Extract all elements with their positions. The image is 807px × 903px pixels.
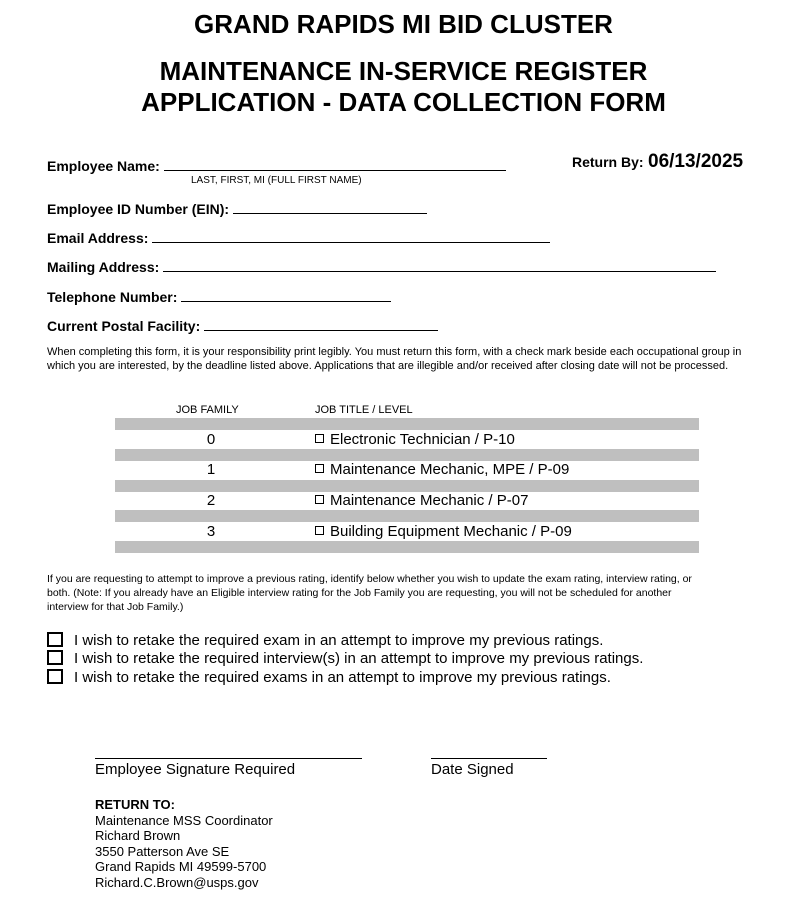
return-to-line: Grand Rapids MI 49599-5700 [95, 859, 267, 874]
email-row [47, 229, 550, 246]
job-title-row-3[interactable] [315, 523, 572, 540]
job-checkbox-icon[interactable] [315, 526, 324, 535]
job-checkbox-icon[interactable] [315, 434, 324, 443]
return-to-line: 3550 Patterson Ave SE [95, 843, 230, 859]
return-by-label: Return By: [572, 154, 644, 170]
table-stripe [115, 449, 699, 461]
email-line[interactable] [152, 229, 550, 243]
table-stripe [115, 541, 699, 553]
col-job-title: JOB TITLE / LEVEL [315, 404, 413, 416]
job-title-2: Maintenance Mechanic / P-07 [330, 492, 529, 509]
employee-name-line[interactable] [164, 157, 506, 171]
mailing-row [47, 258, 716, 275]
retake-note: If you are requesting to attempt to improve a previous rating, identify below whether you wish to update the exam rating, interview rating, or both. (Note: If you already have an Eligible interview rating for the Job Family you are requesting, you will not be scheduled for another interview for that Job Family.) [47, 573, 692, 613]
job-checkbox-icon[interactable] [315, 495, 324, 504]
email-label: Email Address: [47, 230, 149, 246]
telephone-line[interactable] [181, 288, 391, 302]
instructions-text: When completing this form, it is your responsibility print legibly. You must return this form, with a check mark beside each occupational group in which you are interested, by the deadline listed above. Applications that are illegible and/or received after closing date will not be processed. [47, 346, 742, 372]
return-by-date: 06/13/2025 [648, 151, 744, 172]
mailing-label: Mailing Address: [47, 259, 160, 275]
form-subtitle-line1: MAINTENANCE IN-SERVICE REGISTER [159, 56, 648, 86]
return-to-line: Richard Brown [95, 828, 181, 843]
job-family-3: 3 [206, 523, 216, 540]
retake-exam-checkbox[interactable] [47, 632, 63, 647]
form-subtitle [0, 56, 807, 118]
retake-interview-label: I wish to retake the required interview(s) in an attempt to improve my previous ratings. [74, 650, 644, 667]
retake-exam-label: I wish to retake the required exam in an attempt to improve my previous ratings. [74, 632, 604, 649]
employee-name-hint: LAST, FIRST, MI (FULL FIRST NAME) [191, 175, 362, 186]
job-family-0: 0 [206, 431, 216, 448]
return-to-heading: RETURN TO: [95, 797, 175, 812]
telephone-label: Telephone Number: [47, 289, 178, 305]
signature-line[interactable] [95, 758, 362, 759]
mailing-line[interactable] [163, 258, 716, 272]
date-label: Date Signed [431, 761, 514, 778]
employee-name-label: Employee Name: [47, 158, 160, 174]
ein-line[interactable] [233, 200, 427, 214]
table-stripe [115, 480, 699, 492]
job-title-row-0[interactable] [315, 431, 515, 448]
return-to-email[interactable]: Richard.C.Brown@usps.gov [95, 874, 259, 890]
retake-interview-checkbox[interactable] [47, 650, 63, 665]
return-to-block [95, 797, 273, 890]
job-title-row-2[interactable] [315, 492, 528, 509]
ein-row [47, 200, 427, 217]
date-line[interactable] [431, 758, 547, 759]
telephone-row [47, 288, 391, 305]
retake-exams-label: I wish to retake the required exams in an attempt to improve my previous ratings. [74, 669, 611, 686]
job-title-3: Building Equipment Mechanic / P-09 [330, 523, 572, 540]
ein-label: Employee ID Number (EIN): [47, 201, 230, 217]
job-checkbox-icon[interactable] [315, 464, 324, 473]
signature-label: Employee Signature Required [95, 761, 296, 778]
job-title-row-1[interactable] [315, 461, 569, 478]
col-job-family: JOB FAMILY [176, 404, 239, 416]
form-subtitle-line2: APPLICATION - DATA COLLECTION FORM [141, 87, 666, 117]
postal-facility-line[interactable] [204, 317, 438, 331]
job-title-0: Electronic Technician / P-10 [330, 431, 515, 448]
return-by [572, 151, 743, 173]
job-family-2: 2 [206, 492, 216, 509]
job-title-1: Maintenance Mechanic, MPE / P-09 [330, 461, 570, 478]
retake-exams-checkbox[interactable] [47, 669, 63, 684]
job-family-1: 1 [206, 461, 216, 478]
postal-facility-label: Current Postal Facility: [47, 318, 201, 334]
return-to-line: Maintenance MSS Coordinator [95, 812, 273, 828]
form-title: GRAND RAPIDS MI BID CLUSTER [194, 9, 613, 39]
table-stripe [115, 418, 699, 430]
employee-name-row [47, 157, 506, 174]
postal-facility-row [47, 317, 438, 334]
table-stripe [115, 510, 699, 522]
